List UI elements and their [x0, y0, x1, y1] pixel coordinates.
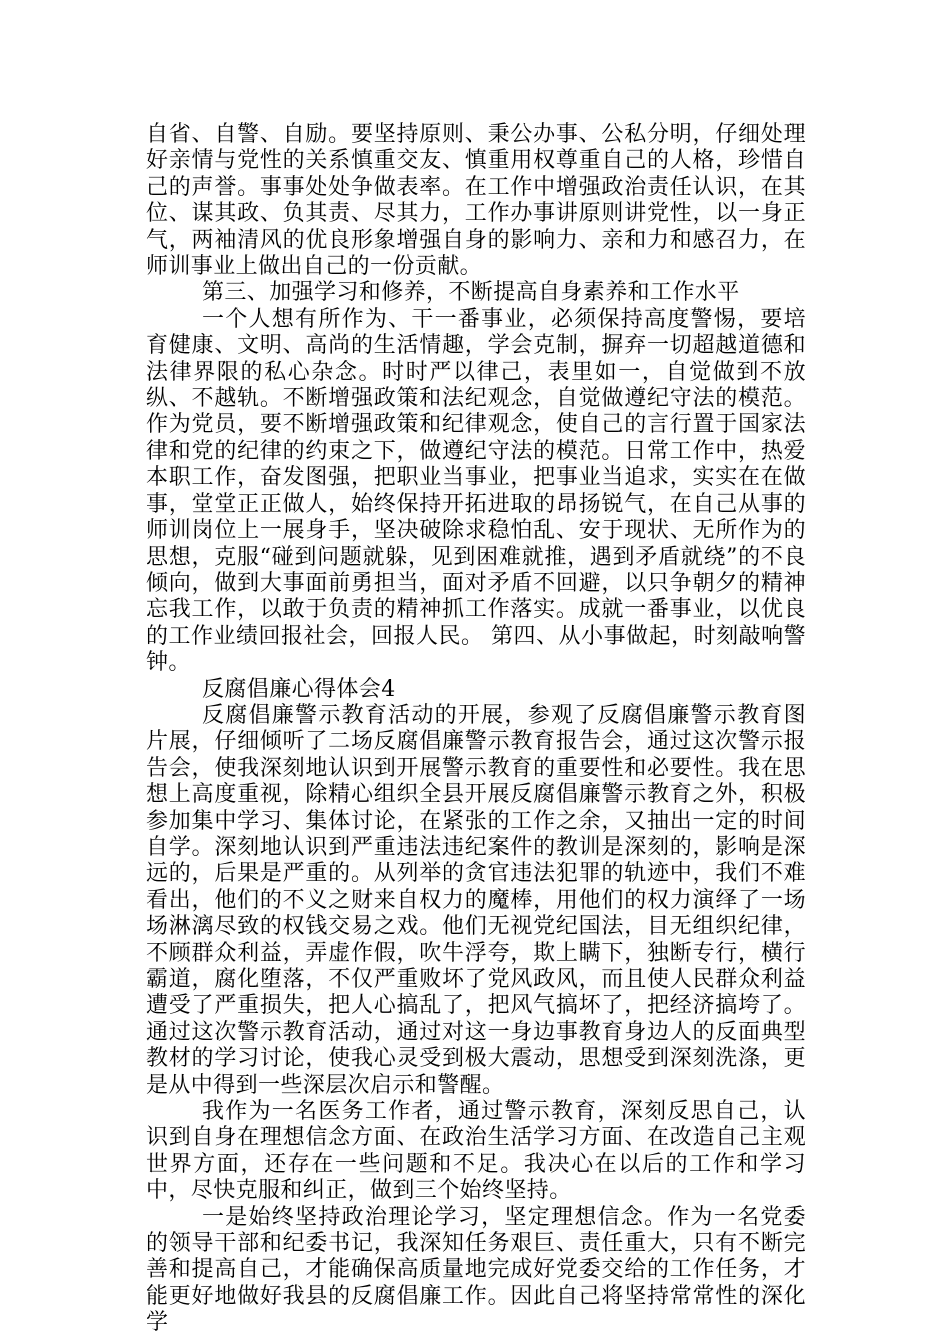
document-page — [146, 122, 806, 1337]
paragraph-body: 一个人想有所作为、干一番事业，必须保持高度警惕，要培育健康、文明、高尚的生活情趣，学会克制，摒弃一切超越道德和法律界限的私心杂念。时时严以律己，表里如一，自觉做到不放纵、不越轨。不断增强政策和法纪观念，自觉做遵纪守法的模范。作为党员，要不断增强政策和纪律观念，使自己的言行置于国家法律和党的纪律的约束之下，做遵纪守法的模范。日常工作中，热爱本职工作，奋发图强，把职业当事业，把事业当追求，实实在在做事，堂堂正正做人，始终保持开拓进取的昂扬锐气，在自己从事的师训岗位上一展身手，坚决破除求稳怕乱、安于现状、无所作为的思想，克服“碰到问题就躲，见到困难就推，遇到矛盾就绕”的不良倾向，做到大事面前勇担当，面对矛盾不回避，以只争朝夕的精神忘我工作，以敢于负责的精神抓工作落实。成就一番事业，以优良的工作业绩回报社会，回报人民。 第四、从小事做起，时刻敲响警钟。 — [146, 306, 806, 676]
section-heading-title-4: 反腐倡廉心得体会4 — [202, 676, 396, 702]
paragraph-body: 我作为一名医务工作者，通过警示教育，深刻反思自己，认识到自身在理想信念方面、在政治生活学习方面、在改造自己主观世界方面，还存在一些问题和不足。我决心在以后的工作和学习中，尽快克服和纠正，做到三个始终坚持。 — [146, 1099, 806, 1204]
paragraph-continuation: 自省、自警、自励。要坚持原则、秉公办事、公私分明，仔细处理好亲情与党性的关系慎重交友、慎重用权尊重自己的人格，珍惜自己的声誉。事事处处争做表率。在工作中增强政治责任认识，在其位、谋其政、负其责、尽其力，工作办事讲原则讲党性，以一身正气，两袖清风的优良形象增强自身的影响力、亲和力和感召力，在师训事业上做出自己的一份贡献。 — [146, 122, 806, 280]
section-heading-third: 第三、加强学习和修养，不断提高自身素养和工作水平 — [202, 280, 740, 306]
paragraph-body: 一是始终坚持政治理论学习，坚定理想信念。作为一名党委的领导干部和纪委书记，我深知任务艰巨、责任重大，只有不断完善和提高自己，才能确保高质量地完成好党委交给的工作任务，才能更好地做好我县的反腐倡廉工作。因此自己将坚持常常性的深化学 — [146, 1204, 806, 1336]
paragraph-body: 反腐倡廉警示教育活动的开展，参观了反腐倡廉警示教育图片展，仔细倾听了二场反腐倡廉警示教育报告会，通过这次警示报告会，使我深刻地认识到开展警示教育的重要性和必要性。我在思想上高度重视，除精心组织全县开展反腐倡廉警示教育之外，积极参加集中学习、集体讨论，在紧张的工作之余，又抽出一定的时间自学。深刻地认识到严重违法违纪案件的教训是深刻的，影响是深远的，后果是严重的。从列举的贪官违法犯罪的轨迹中，我们不难看出，他们的不义之财来自权力的魔棒，用他们的权力演绎了一场场淋漓尽致的权钱交易之戏。他们无视党纪国法，目无组织纪律，不顾群众利益，弄虚作假，吹牛浮夸，欺上瞒下，独断专行，横行霸道，腐化堕落，不仅严重败坏了党风政风，而且使人民群众利益遭受了严重损失，把人心搞乱了，把风气搞坏了，把经济搞垮了。通过这次警示教育活动，通过对这一身边事教育身边人的反面典型教材的学习讨论，使我心灵受到极大震动，思想受到深刻洗涤，更是从中得到一些深层次启示和警醒。 — [146, 702, 806, 1098]
